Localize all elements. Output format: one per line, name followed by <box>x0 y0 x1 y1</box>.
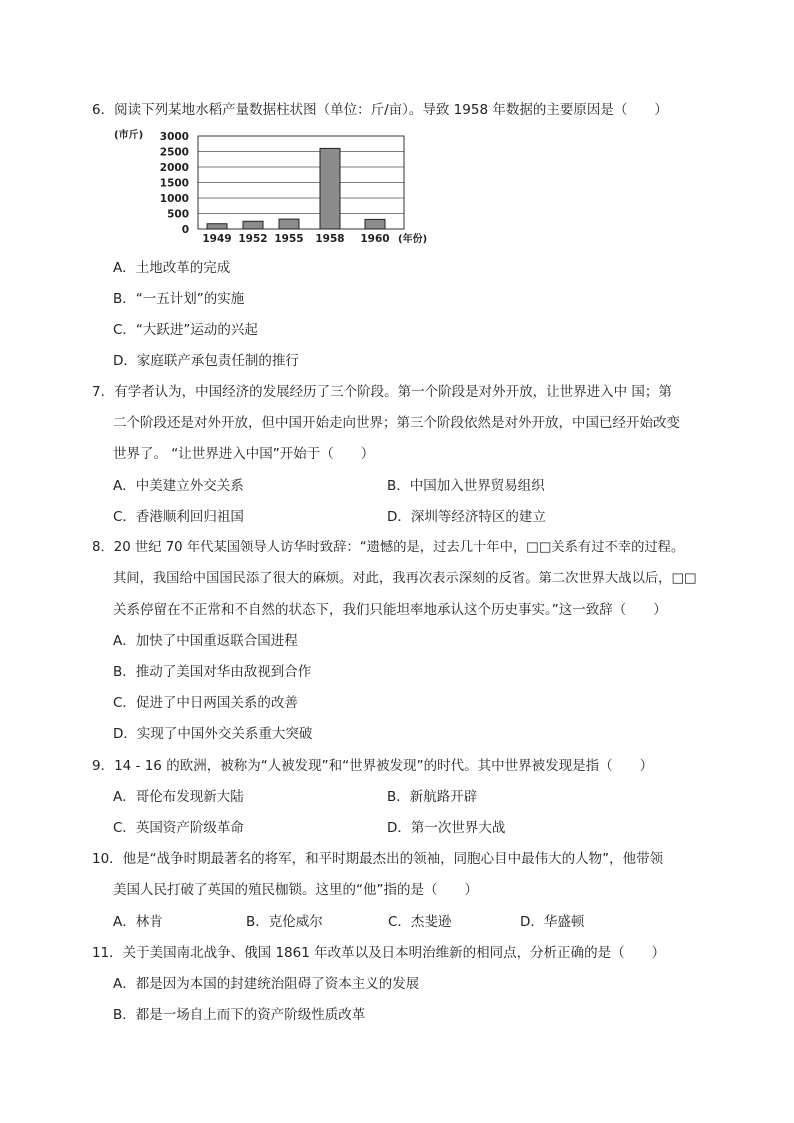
bar-1958 <box>320 148 340 229</box>
x-tick-label: 1958 <box>315 233 345 245</box>
question-6-option-d[interactable]: D．家庭联产承包责任制的推行 <box>113 353 299 369</box>
question-9-option-b[interactable]: B．新航路开辟 <box>387 789 478 805</box>
bar-1960 <box>365 219 385 229</box>
question-6-option-b[interactable]: B．“一五计划”的实施 <box>113 291 245 307</box>
x-tick-label: 1960 <box>360 233 390 245</box>
question-6-stem: 6．阅读下列某地水稻产量数据柱状图（单位：斤/亩）。导致 1958 年数据的主要原因是（ ） <box>92 102 668 118</box>
question-8-stem-line-2: 其间，我国给中国国民添了很大的麻烦。对此，我再次表示深刻的反省。第二次世界大战以后，□□ <box>113 571 697 586</box>
y-tick-label: 1000 <box>159 193 189 205</box>
question-8-stem-line-1: 8．20 世纪 70 年代某国领导人访华时致辞：“遗憾的是，过去几十年中，□□关系有过不幸的过程。 <box>92 540 685 555</box>
y-tick-label: 0 <box>181 224 189 236</box>
question-10-option-c[interactable]: C．杰斐逊 <box>388 914 452 930</box>
question-7-stem-line-2: 二个阶段还是对外开放，但中国开始走向世界；第三个阶段依然是对外开放，中国已经开始改变 <box>113 415 680 431</box>
question-11-option-b[interactable]: B．都是一场自上而下的资产阶级性质改革 <box>113 1007 366 1023</box>
chart-x-label: (年份) <box>398 234 428 245</box>
y-tick-label: 1500 <box>159 177 189 190</box>
question-8-option-d[interactable]: D．实现了中国外交关系重大突破 <box>113 726 313 742</box>
question-7-option-d[interactable]: D．深圳等经济特区的建立 <box>387 509 546 525</box>
question-10-option-b[interactable]: B．克伦威尔 <box>246 914 323 930</box>
question-9-option-c[interactable]: C．英国资产阶级革命 <box>113 820 244 836</box>
question-8-option-b[interactable]: B．推动了美国对华由敌视到合作 <box>113 664 312 680</box>
y-tick-label: 2500 <box>159 146 189 159</box>
question-7-option-c[interactable]: C．香港顺利回归祖国 <box>113 509 244 525</box>
question-10-option-a[interactable]: A．林肯 <box>113 914 163 930</box>
x-tick-label: 1952 <box>238 233 268 245</box>
question-10-stem-line-1: 10．他是“战争时期最著名的将军，和平时期最杰出的领袖，同胞心目中最伟大的人物”，他带领 <box>92 851 664 867</box>
bar-1949 <box>207 224 227 229</box>
question-10-stem-line-2: 美国人民打破了英国的殖民枷锁。这里的“他”指的是（ ） <box>113 882 478 898</box>
question-6-option-c[interactable]: C．“大跃进”运动的兴起 <box>113 322 258 338</box>
bar-1952 <box>243 221 263 229</box>
question-11-option-a[interactable]: A．都是因为本国的封建统治阻碍了资本主义的发展 <box>113 976 420 992</box>
question-7-stem-line-3: 世界了。 “让世界进入中国”开始于（ ） <box>113 446 375 462</box>
y-tick-label: 3000 <box>159 131 189 143</box>
x-tick-label: 1949 <box>202 233 232 245</box>
y-tick-label: 500 <box>167 208 189 221</box>
question-8-option-c[interactable]: C．促进了中日两国关系的改善 <box>113 695 298 711</box>
question-7-stem-line-1: 7．有学者认为，中国经济的发展经历了三个阶段。第一个阶段是对外开放，让世界进入中 国；第 <box>92 384 672 400</box>
bar-1955 <box>279 219 299 229</box>
question-10-option-d[interactable]: D．华盛顿 <box>520 914 585 930</box>
question-7-option-a[interactable]: A．中美建立外交关系 <box>113 478 244 494</box>
question-6-option-a[interactable]: A．土地改革的完成 <box>113 260 231 276</box>
y-tick-label: 2000 <box>159 162 189 174</box>
question-11-stem: 11．关于美国南北战争、俄国 1861 年改革以及日本明治维新的相同点，分析正确的是（ ） <box>92 945 666 961</box>
question-9-option-d[interactable]: D．第一次世界大战 <box>387 820 506 836</box>
question-9-option-a[interactable]: A．哥伦布发现新大陆 <box>113 789 244 805</box>
chart-y-label: (市斤) <box>114 130 144 141</box>
question-7-option-b[interactable]: B．中国加入世界贸易组织 <box>387 478 545 494</box>
question-8-stem-line-3: 关系停留在不正常和不自然的状态下，我们只能坦率地承认这个历史事实。”这一致辞（ ） <box>113 602 667 618</box>
question-9-stem: 9．14 - 16 的欧洲，被称为“人被发现”和“世界被发现”的时代。其中世界被发现是指（ ） <box>92 758 654 774</box>
x-tick-label: 1955 <box>274 233 304 245</box>
rice-yield-bar-chart <box>112 128 432 248</box>
question-8-option-a[interactable]: A．加快了中国重返联合国进程 <box>113 633 298 649</box>
